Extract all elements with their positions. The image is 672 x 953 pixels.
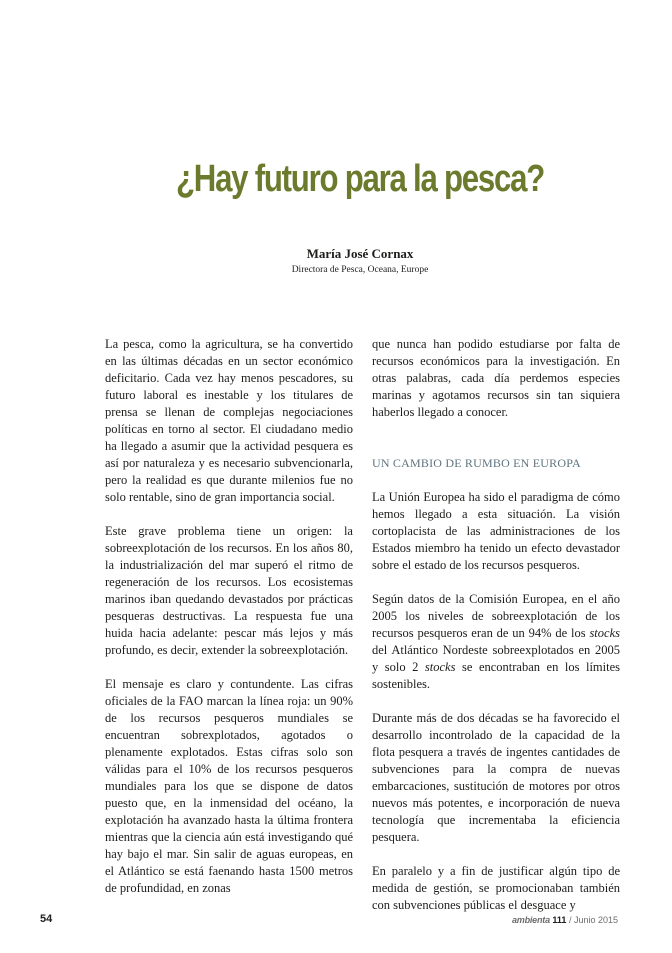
- article-title: ¿Hay futuro para la pesca?: [175, 158, 545, 200]
- italic-term: stocks: [424, 660, 456, 674]
- magazine-name: ambienta: [511, 915, 550, 925]
- paragraph: Este grave problema tiene un origen: la sobreexplotación de los recursos. En los años 80, la industrialización del mar superó el ritmo de regeneración de los recursos. Los ecosistemas marinos iban quedando devastados por prácticas pesqueras destructivas. La respuesta fue una huida hacia adelante: pescar más lejos y más profundo, es decir, extender la sobreexplotación.: [105, 524, 353, 657]
- paragraph: Durante más de dos décadas se ha favorecido el desarrollo incontrolado de la capacidad de la flota pesquera a través de ingentes cantidades de subvenciones para la compra de nuevas embarcaciones, sustitución de motores por otros nuevos más potentes, e incorporación de nueva tecnología que incrementaba la eficiencia pesquera.: [372, 711, 620, 844]
- text-run: del Atlántico Nordeste sobreexplotados en 2005 y solo 2: [372, 643, 620, 674]
- paragraph: En paralelo y a fin de justificar algún tipo de medida de gestión, se promocionaban también con subvenciones públicas el desguace y: [372, 864, 620, 912]
- text-run: se encontraban en los límites sostenibles.: [372, 660, 621, 691]
- paragraph: que nunca han podido estudiarse por falta de recursos económicos para la investigación. En otras palabras, cada día perdemos especies marinas y agotamos recursos sin tan siquiera haberlos llegado a conocer.: [372, 337, 620, 419]
- footer-credit: [468, 915, 618, 925]
- italic-term: stocks: [589, 626, 620, 640]
- issue-date: / Junio 2015: [568, 915, 618, 925]
- paragraph: [372, 591, 620, 693]
- author-role: Directora de Pesca, Oceana, Europe: [291, 265, 429, 275]
- left-column: [105, 336, 353, 897]
- page-number: 54: [40, 913, 53, 925]
- paragraph: El mensaje es claro y contundente. Las cifras oficiales de la FAO marcan la línea roja: un 90% de los recursos pesqueros mundiales se encuentran sobrexplotados, agotados o plenamente explotados. Estas cifras solo son válidas para el 10% de los recursos pesqueros mundiales para los que se dispone de datos puesto que, en la inmensidad del océano, la explotación ha avanzado hasta la última frontera mientras que la ciencia aún está investigando qué hay bajo el mar. Sin salir de aguas europeas, en el Atlántico se está faenando hasta 1500 metros de profundidad, en zonas: [105, 677, 353, 895]
- issue-number: 111: [552, 915, 567, 925]
- right-column: [372, 336, 620, 914]
- text-run: Según datos de la Comisión Europea, en el año 2005 los niveles de sobreexplotación de los recursos pesqueros eran de un 94% de los: [372, 592, 620, 640]
- author-name: María José Cornax: [306, 246, 414, 261]
- paragraph: La pesca, como la agricultura, se ha convertido en las últimas décadas en un sector económico deficitario. Cada vez hay menos pescadores, su futuro laboral es inestable y los titulares de prensa se llenan de complejas negociaciones políticas en torno al sector. El ciudadano medio ha llegado a asumir que la actividad pesquera es así por naturaleza y es necesario subvencionarla, pero la realidad es que durante milenios fue no solo rentable, sino de gran importancia social.: [105, 337, 353, 504]
- section-heading: UN CAMBIO DE RUMBO EN EUROPA: [372, 456, 581, 470]
- paragraph: La Unión Europea ha sido el paradigma de cómo hemos llegado a esta situación. La visión cortoplacista de las administraciones de los Estados miembro ha tenido un efecto devastador sobre el estado de los recursos pesqueros.: [372, 490, 620, 572]
